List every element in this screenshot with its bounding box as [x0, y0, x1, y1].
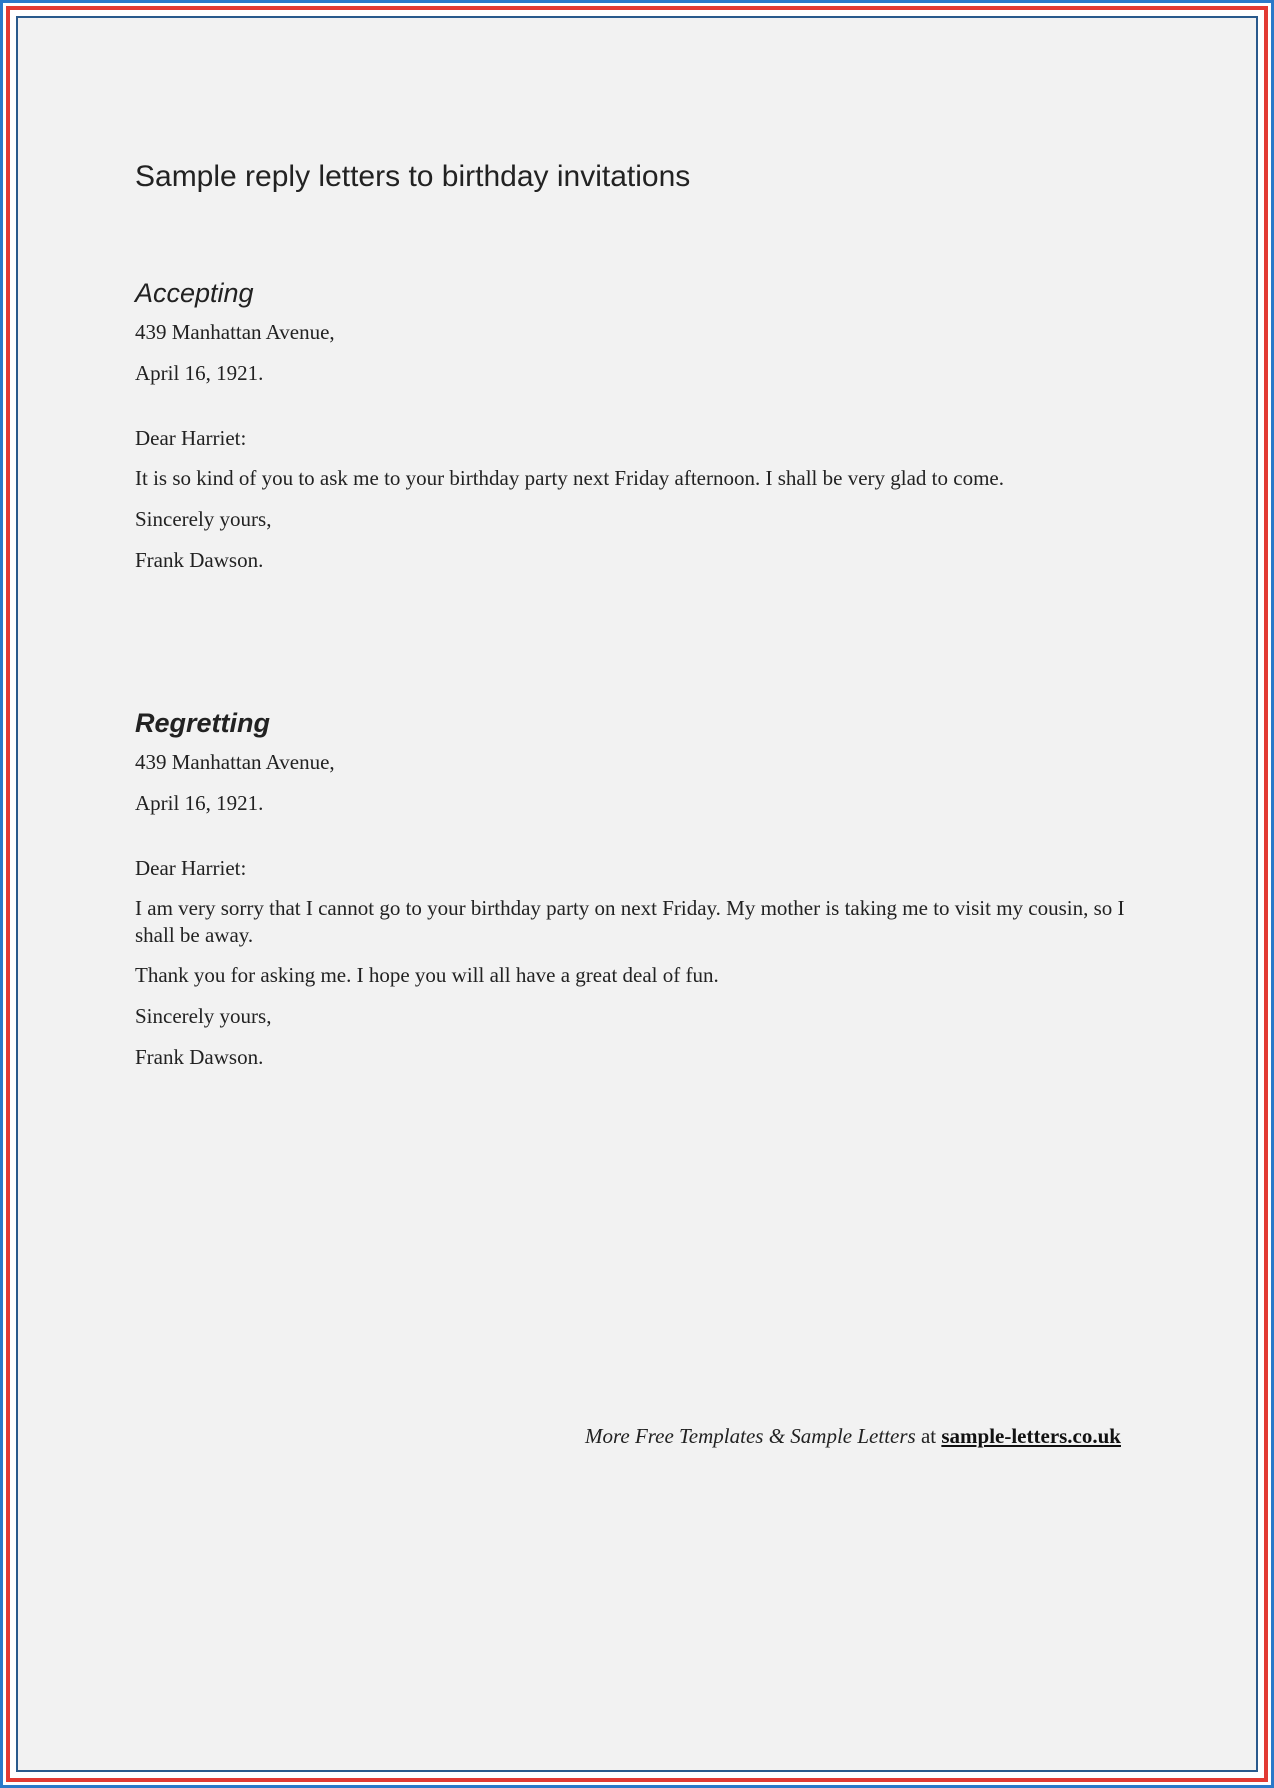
regretting-signature: Frank Dawson.	[135, 1045, 264, 1069]
accepting-address: 439 Manhattan Avenue,	[135, 320, 335, 344]
page-content	[18, 18, 1256, 1770]
regretting-letter	[135, 706, 1125, 1084]
accepting-date: April 16, 1921.	[135, 361, 264, 385]
footer-at: at	[920, 1424, 937, 1448]
footer-text: More Free Templates & Sample Letters	[584, 1424, 916, 1448]
regretting-closing: Sincerely yours,	[135, 1004, 272, 1028]
regretting-body: I am very sorry that I cannot go to your birthday party on next Friday. My mother is taking me to visit my cousin, so I shall be away.	[135, 896, 1125, 947]
regretting-date: April 16, 1921.	[135, 791, 264, 815]
footer-credit	[585, 1424, 1121, 1449]
accepting-letter	[135, 276, 1125, 587]
document-title: Sample reply letters to birthday invitations	[135, 160, 691, 193]
accepting-closing: Sincerely yours,	[135, 507, 272, 531]
regretting-salutation: Dear Harriet:	[135, 856, 247, 880]
accepting-body: It is so kind of you to ask me to your birthday party next Friday afternoon. I shall be very glad to come.	[135, 466, 1004, 490]
accepting-salutation: Dear Harriet:	[135, 426, 247, 450]
accepting-signature: Frank Dawson.	[135, 548, 264, 572]
accepting-heading: Accepting	[135, 278, 254, 308]
footer-link[interactable]: sample-letters.co.uk	[941, 1424, 1121, 1448]
regretting-address: 439 Manhattan Avenue,	[135, 750, 335, 774]
regretting-heading: Regretting	[135, 708, 270, 738]
regretting-body-second: Thank you for asking me. I hope you will all have a great deal of fun.	[135, 963, 719, 987]
